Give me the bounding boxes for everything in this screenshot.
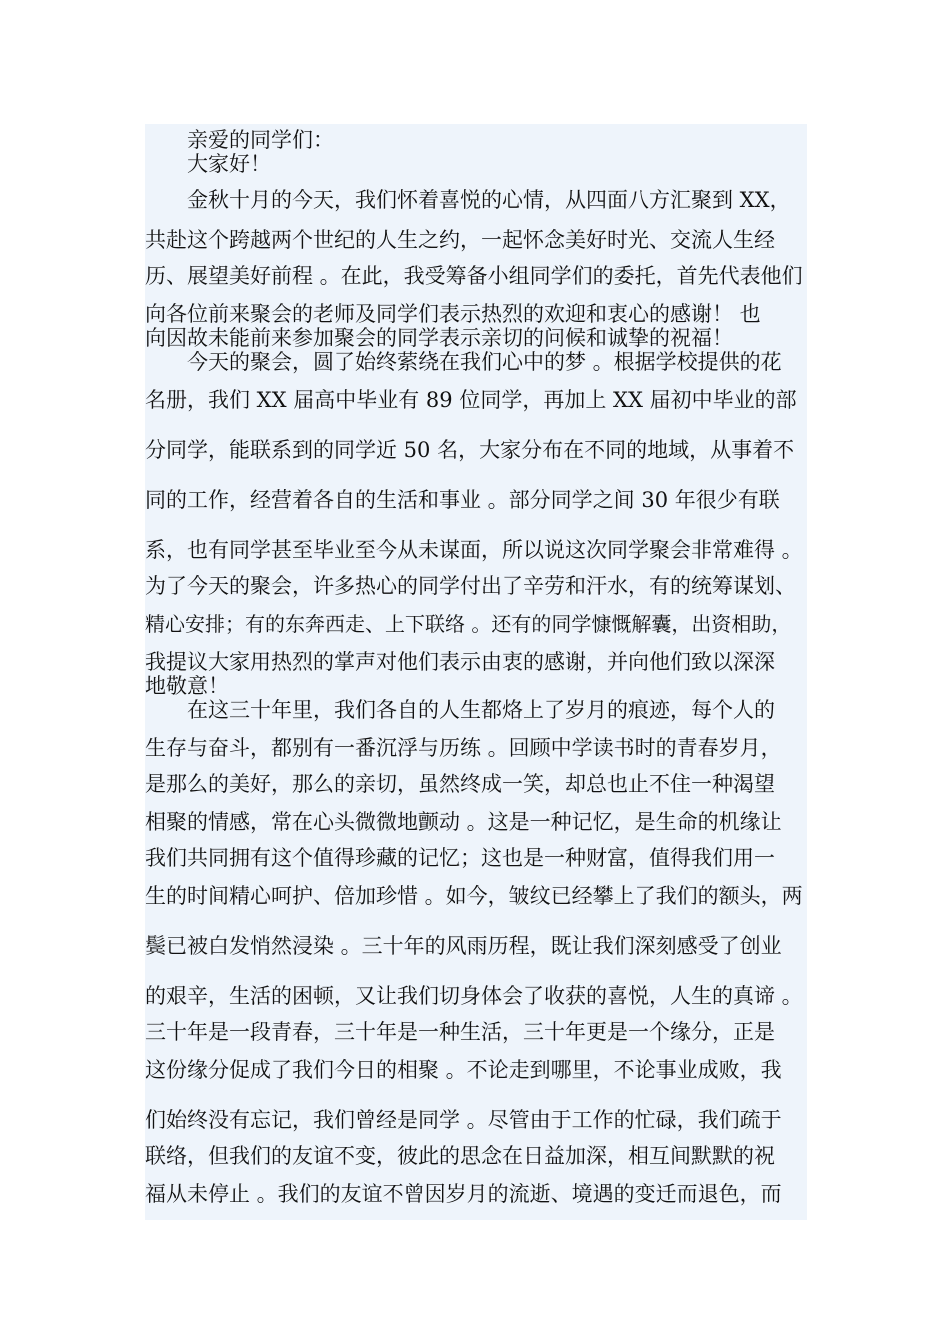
text-line: 在这三十年里，我们各自的人生都烙上了岁月的痕迹，每个人的 (145, 698, 775, 722)
text-line: 三十年是一段青春，三十年是一种生活，三十年更是一个缘分，正是 (145, 1020, 775, 1044)
text-line: 我提议大家用热烈的掌声对他们表示由衷的感谢，并向他们致以深深 (145, 650, 775, 674)
text-line: 向各位前来聚会的老师及同学们表示热烈的欢迎和衷心的感谢！ 也 (145, 302, 761, 326)
text-line: 精心安排；有的东奔西走、上下联络 。还有的同学慷慨解囊，出资相助， (145, 612, 792, 636)
text-line: 我们共同拥有这个值得珍藏的记忆；这也是一种财富，值得我们用一 (145, 846, 775, 870)
text-line: 生存与奋斗，都别有一番沉浮与历练 。回顾中学读书时的青春岁月， (145, 736, 782, 760)
text-line: 亲爱的同学们： (145, 128, 334, 152)
speech-text-block (145, 124, 807, 1220)
text-line: 生的时间精心呵护、倍加珍惜 。如今，皱纹已经攀上了我们的额头，两 (145, 884, 803, 908)
text-line: 今天的聚会，圆了始终萦绕在我们心中的梦 。根据学校提供的花 (145, 350, 782, 374)
text-line: 这份缘分促成了我们今日的相聚 。不论走到哪里，不论事业成败，我 (145, 1058, 782, 1082)
text-line: 金秋十月的今天，我们怀着喜悦的心情，从四面八方汇聚到 XX， (145, 188, 791, 212)
text-line: 福从未停止 。我们的友谊不曾因岁月的流逝、境遇的变迁而退色，而 (145, 1182, 782, 1206)
text-line: 向因故未能前来参加聚会的同学表示亲切的问候和诚挚的祝福！ (145, 326, 733, 350)
text-line: 是那么的美好，那么的亲切，虽然终成一笑，却总也止不住一种渴望 (145, 772, 775, 796)
text-line: 系，也有同学甚至毕业至今从未谋面，所以说这次同学聚会非常难得 。 (145, 538, 803, 562)
text-line: 大家好！ (145, 152, 271, 176)
text-line: 相聚的情感，常在心头微微地颤动 。这是一种记忆，是生命的机缘让 (145, 810, 782, 834)
text-line: 共赴这个跨越两个世纪的人生之约，一起怀念美好时光、交流人生经 (145, 228, 775, 252)
text-line: 为了今天的聚会，许多热心的同学付出了辛劳和汗水，有的统筹谋划、 (145, 574, 796, 598)
text-line: 历、展望美好前程 。在此，我受筹备小组同学们的委托，首先代表他们 (145, 264, 803, 288)
text-line: 鬓已被白发悄然浸染 。三十年的风雨历程，既让我们深刻感受了创业 (145, 934, 782, 958)
text-line: 分同学，能联系到的同学近 50 名，大家分布在不同的地域，从事着不 (145, 438, 795, 462)
text-line: 名册，我们 XX 届高中毕业有 89 位同学，再加上 XX 届初中毕业的部 (145, 388, 797, 412)
text-line: 联络，但我们的友谊不变，彼此的思念在日益加深，相互间默默的祝 (145, 1144, 775, 1168)
text-line: 们始终没有忘记，我们曾经是同学 。尽管由于工作的忙碌，我们疏于 (145, 1108, 782, 1132)
text-line: 地敬意！ (145, 674, 229, 698)
text-line: 的艰辛，生活的困顿，又让我们切身体会了收获的喜悦，人生的真谛 。 (145, 984, 803, 1008)
text-line: 同的工作，经营着各自的生活和事业 。部分同学之间 30 年很少有联 (145, 488, 780, 512)
